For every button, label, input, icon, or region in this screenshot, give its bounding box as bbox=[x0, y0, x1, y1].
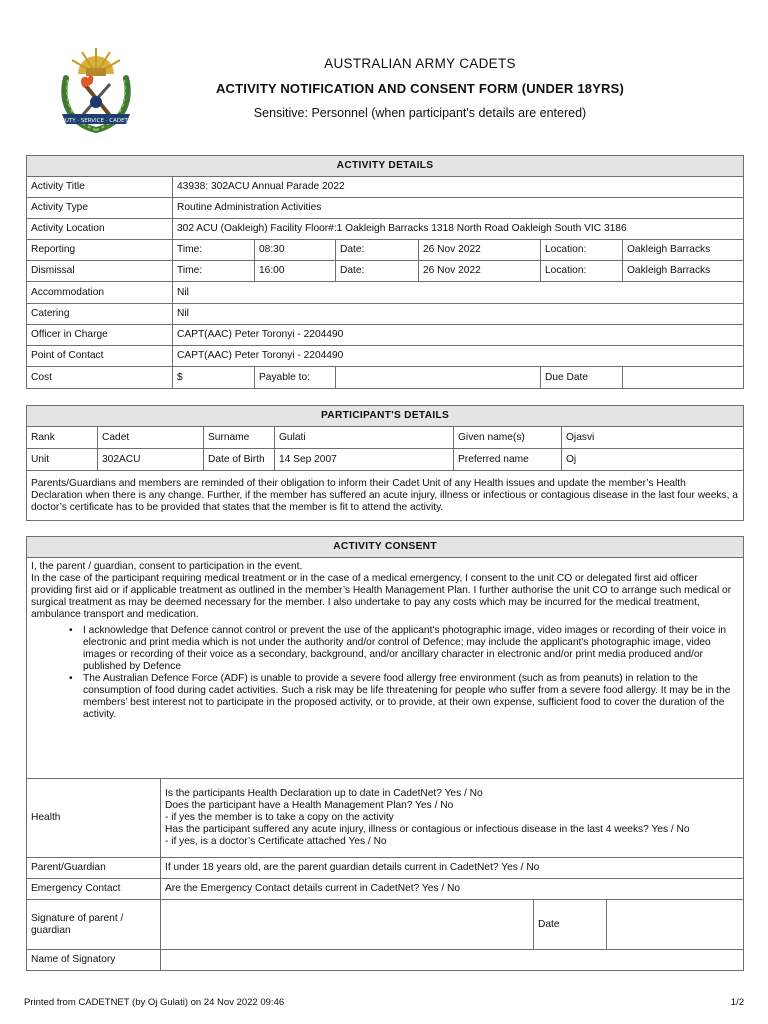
officer-in-charge-value: CAPT(AAC) Peter Toronyi - 2204490 bbox=[173, 325, 744, 346]
rank-label: Rank bbox=[27, 427, 98, 449]
signature-date-field[interactable] bbox=[607, 900, 744, 950]
consent-paragraph-2: In the case of the participant requiring medical treatment or in the case of a medical emergency, I consent to the unit CO or delegated first aid officer providing first aid or if applicable treatment as outlined in the member’s Health Management Plan. I further authorise the unit CO to arrange such medical or surgical treatment as may be deemed necessary for the member. I also undertake to pay any costs which may be incurred for the medical treatment, ambulance transport and medication. bbox=[31, 573, 732, 620]
consent-bullet-list bbox=[31, 625, 739, 721]
activity-details-table bbox=[26, 155, 744, 389]
activity-location-label: Activity Location bbox=[27, 219, 173, 240]
payable-to-field[interactable] bbox=[336, 367, 541, 389]
organisation-name: AUSTRALIAN ARMY CADETS bbox=[324, 56, 516, 71]
surname-value: Gulati bbox=[275, 427, 454, 449]
health-question-declaration[interactable]: Is the participants Health Declaration up to date in CadetNet? Yes / No bbox=[165, 788, 483, 799]
parent-guardian-question[interactable]: If under 18 years old, are the parent guardian details current in CadetNet? Yes / No bbox=[161, 858, 744, 879]
signature-field[interactable] bbox=[161, 900, 534, 950]
participant-details-heading: PARTICIPANT'S DETAILS bbox=[27, 406, 744, 427]
officer-in-charge-label: Officer in Charge bbox=[27, 325, 173, 346]
activity-consent-table bbox=[26, 536, 744, 971]
date-of-birth-value: 14 Sep 2007 bbox=[275, 449, 454, 471]
activity-title-label: Activity Title bbox=[27, 177, 173, 198]
reporting-location-value: Oakleigh Barracks bbox=[623, 240, 744, 261]
activity-type-label: Activity Type bbox=[27, 198, 173, 219]
activity-consent-heading: ACTIVITY CONSENT bbox=[27, 537, 744, 558]
unit-label: Unit bbox=[27, 449, 98, 471]
date-of-birth-label: Date of Birth bbox=[204, 449, 275, 471]
health-question-recent-illness[interactable]: Has the participant suffered any acute injury, illness or contagious or infectious disease in the last 4 weeks? Yes / No bbox=[165, 824, 690, 835]
health-obligation-note: Parents/Guardians and members are reminded of their obligation to inform their Cadet Unit of any Health issues and update the member’s Health Declaration when there is any change. Further, if the member has suffered an acute injury, illness or infectious or contagious disease in the last four weeks, a doctor’s certificate has to be provided that states that the member is fit to attend the activity. bbox=[27, 471, 744, 521]
signature-date-label: Date bbox=[534, 900, 607, 950]
dismissal-time-label: Time: bbox=[173, 261, 255, 282]
payable-to-label: Payable to: bbox=[255, 367, 336, 389]
health-label: Health bbox=[27, 779, 161, 858]
preferred-name-label: Preferred name bbox=[454, 449, 562, 471]
accommodation-label: Accommodation bbox=[27, 282, 173, 304]
consent-bullet-allergy: • The Australian Defence Force (ADF) is unable to provide a severe food allergy free environment (such as from peanuts) in relation to the consumption of food during cadet activities. Such a risk may be life threatening for people who suffer from a severe food allergy. It may be in the members’ best interest not to participate in the proposed activity, or to provide, at their own expense, sufficient food to cover the duration of the activity. bbox=[83, 673, 739, 721]
activity-title-value: 43938: 302ACU Annual Parade 2022 bbox=[173, 177, 744, 198]
health-questions bbox=[161, 779, 744, 858]
point-of-contact-label: Point of Contact bbox=[27, 346, 173, 367]
due-date-field[interactable] bbox=[623, 367, 744, 389]
form-title: ACTIVITY NOTIFICATION AND CONSENT FORM (UNDER 18YRS) bbox=[215, 81, 625, 96]
name-of-signatory-field[interactable] bbox=[161, 950, 744, 971]
reporting-date-label: Date: bbox=[336, 240, 419, 261]
emergency-contact-question[interactable]: Are the Emergency Contact details current in CadetNet? Yes / No bbox=[161, 879, 744, 900]
cost-label: Cost bbox=[27, 367, 173, 389]
rank-value: Cadet bbox=[98, 427, 204, 449]
printed-from-footer: Printed from CADETNET (by Oj Gulati) on 24 Nov 2022 09:46 bbox=[24, 997, 285, 1008]
dismissal-date-value: 26 Nov 2022 bbox=[419, 261, 541, 282]
activity-type-value: Routine Administration Activities bbox=[173, 198, 744, 219]
army-cadets-crest-icon bbox=[56, 44, 136, 138]
consent-statement bbox=[27, 558, 744, 779]
surname-label: Surname bbox=[204, 427, 275, 449]
reporting-location-label: Location: bbox=[541, 240, 623, 261]
reporting-label: Reporting bbox=[27, 240, 173, 261]
svg-text:DUTY · SERVICE · CADETS: DUTY · SERVICE · CADETS bbox=[60, 118, 132, 124]
dismissal-location-label: Location: bbox=[541, 261, 623, 282]
participant-details-table bbox=[26, 405, 744, 521]
point-of-contact-value: CAPT(AAC) Peter Toronyi - 2204490 bbox=[173, 346, 744, 367]
catering-value: Nil bbox=[173, 304, 744, 325]
preferred-name-value: Oj bbox=[562, 449, 744, 471]
health-question-management-plan[interactable]: Does the participant have a Health Management Plan? Yes / No bbox=[165, 800, 454, 811]
dismissal-time-value: 16:00 bbox=[255, 261, 336, 282]
consent-bullet-media: • I acknowledge that Defence cannot control or prevent the use of the applicant's photographic image, video images or recording of their voice in electronic and print media which is not under the authority and/or control of Defence; may include the applicant's photographic image, video images or recording of their voice as a secondary, background, and/or ancillary character in electronic and/or print media produced and/or published by Defence bbox=[83, 625, 739, 673]
activity-location-value: 302 ACU (Oakleigh) Facility Floor#:1 Oakleigh Barracks 1318 North Road Oakleigh South VIC 3186 bbox=[173, 219, 744, 240]
dismissal-label: Dismissal bbox=[27, 261, 173, 282]
reporting-date-value: 26 Nov 2022 bbox=[419, 240, 541, 261]
dismissal-location-value: Oakleigh Barracks bbox=[623, 261, 744, 282]
emergency-contact-label: Emergency Contact bbox=[27, 879, 161, 900]
name-of-signatory-label: Name of Signatory bbox=[27, 950, 161, 971]
signature-label: Signature of parent / guardian bbox=[27, 900, 161, 950]
given-names-value: Ojasvi bbox=[562, 427, 744, 449]
parent-guardian-label: Parent/Guardian bbox=[27, 858, 161, 879]
dismissal-date-label: Date: bbox=[336, 261, 419, 282]
due-date-label: Due Date bbox=[541, 367, 623, 389]
catering-label: Catering bbox=[27, 304, 173, 325]
activity-details-heading: ACTIVITY DETAILS bbox=[27, 156, 744, 177]
page-number: 1/2 bbox=[730, 997, 744, 1008]
health-question-plan-copy: - if yes the member is to take a copy on the activity bbox=[165, 812, 394, 823]
given-names-label: Given name(s) bbox=[454, 427, 562, 449]
form-subtitle: Sensitive: Personnel (when participant's details are entered) bbox=[253, 106, 587, 120]
consent-paragraph-1: I, the parent / guardian, consent to participation in the event. bbox=[31, 561, 303, 572]
accommodation-value: Nil bbox=[173, 282, 744, 304]
unit-value: 302ACU bbox=[98, 449, 204, 471]
reporting-time-value: 08:30 bbox=[255, 240, 336, 261]
reporting-time-label: Time: bbox=[173, 240, 255, 261]
cost-value[interactable]: $ bbox=[173, 367, 255, 389]
health-question-doctor-certificate[interactable]: - if yes, is a doctor’s Certificate attached Yes / No bbox=[165, 836, 387, 847]
